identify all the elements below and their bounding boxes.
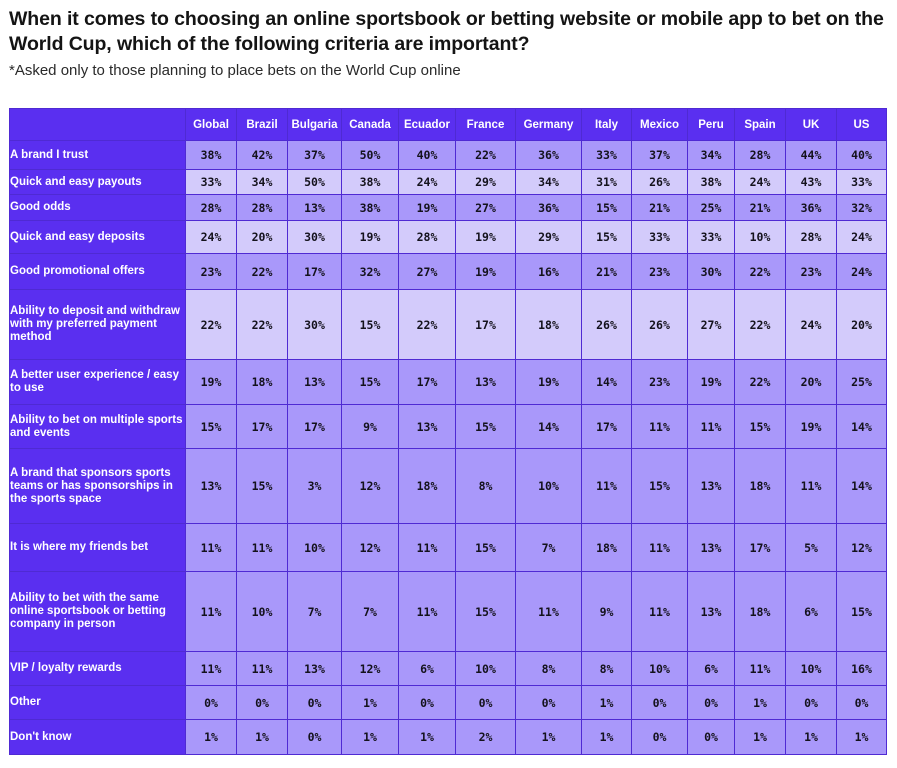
column-header: Canada [342, 109, 399, 141]
column-header: Global [186, 109, 237, 141]
value-cell: 8% [516, 652, 582, 686]
value-cell: 10% [786, 652, 837, 686]
value-cell: 38% [342, 195, 399, 221]
value-cell: 12% [342, 652, 399, 686]
table-row [10, 254, 887, 290]
value-cell: 27% [456, 195, 516, 221]
value-cell: 28% [237, 195, 288, 221]
value-cell: 27% [399, 254, 456, 290]
value-cell: 32% [342, 254, 399, 290]
value-cell: 15% [456, 524, 516, 572]
row-label: A brand I trust [10, 141, 186, 170]
value-cell: 28% [735, 141, 786, 170]
column-header: UK [786, 109, 837, 141]
value-cell: 2% [456, 720, 516, 755]
row-label: A brand that sponsors sports teams or has sponsorships in the sports space [10, 449, 186, 524]
value-cell: 34% [237, 170, 288, 195]
value-cell: 44% [786, 141, 837, 170]
value-cell: 13% [688, 449, 735, 524]
value-cell: 16% [516, 254, 582, 290]
column-header: France [456, 109, 516, 141]
value-cell: 20% [237, 221, 288, 254]
value-cell: 15% [342, 360, 399, 405]
value-cell: 25% [837, 360, 887, 405]
value-cell: 23% [632, 254, 688, 290]
value-cell: 33% [582, 141, 632, 170]
column-header: Italy [582, 109, 632, 141]
value-cell: 1% [582, 686, 632, 720]
value-cell: 6% [688, 652, 735, 686]
value-cell: 9% [342, 405, 399, 449]
value-cell: 15% [632, 449, 688, 524]
value-cell: 1% [342, 686, 399, 720]
table-row [10, 170, 887, 195]
row-label: Ability to deposit and withdraw with my preferred payment method [10, 290, 186, 360]
value-cell: 3% [288, 449, 342, 524]
column-header: Peru [688, 109, 735, 141]
value-cell: 30% [288, 221, 342, 254]
value-cell: 22% [735, 290, 786, 360]
row-label: Good odds [10, 195, 186, 221]
value-cell: 11% [582, 449, 632, 524]
column-header: US [837, 109, 887, 141]
value-cell: 0% [632, 720, 688, 755]
value-cell: 0% [786, 686, 837, 720]
value-cell: 19% [786, 405, 837, 449]
value-cell: 33% [837, 170, 887, 195]
value-cell: 22% [456, 141, 516, 170]
column-header: Ecuador [399, 109, 456, 141]
value-cell: 5% [786, 524, 837, 572]
value-cell: 17% [735, 524, 786, 572]
value-cell: 20% [786, 360, 837, 405]
value-cell: 22% [186, 290, 237, 360]
value-cell: 37% [632, 141, 688, 170]
value-cell: 28% [399, 221, 456, 254]
value-cell: 13% [186, 449, 237, 524]
value-cell: 0% [688, 720, 735, 755]
value-cell: 11% [399, 524, 456, 572]
table-header-row [10, 109, 887, 141]
value-cell: 15% [342, 290, 399, 360]
value-cell: 38% [688, 170, 735, 195]
row-label: Other [10, 686, 186, 720]
value-cell: 24% [786, 290, 837, 360]
chart-subtitle: *Asked only to those planning to place bets on the World Cup online [9, 62, 461, 79]
value-cell: 36% [516, 141, 582, 170]
value-cell: 0% [288, 720, 342, 755]
value-cell: 33% [688, 221, 735, 254]
value-cell: 24% [186, 221, 237, 254]
value-cell: 11% [237, 524, 288, 572]
row-label: Ability to bet with the same online sportsbook or betting company in person [10, 572, 186, 652]
value-cell: 26% [632, 170, 688, 195]
value-cell: 21% [582, 254, 632, 290]
value-cell: 19% [456, 254, 516, 290]
table-row [10, 195, 887, 221]
value-cell: 1% [837, 720, 887, 755]
value-cell: 30% [688, 254, 735, 290]
value-cell: 28% [786, 221, 837, 254]
value-cell: 1% [735, 720, 786, 755]
value-cell: 23% [632, 360, 688, 405]
value-cell: 33% [632, 221, 688, 254]
row-label: Ability to bet on multiple sports and events [10, 405, 186, 449]
table-row [10, 360, 887, 405]
value-cell: 0% [837, 686, 887, 720]
value-cell: 8% [456, 449, 516, 524]
value-cell: 10% [456, 652, 516, 686]
column-header: Germany [516, 109, 582, 141]
table-row [10, 449, 887, 524]
value-cell: 0% [516, 686, 582, 720]
value-cell: 11% [516, 572, 582, 652]
value-cell: 12% [837, 524, 887, 572]
value-cell: 13% [288, 652, 342, 686]
value-cell: 50% [342, 141, 399, 170]
value-cell: 1% [342, 720, 399, 755]
value-cell: 17% [456, 290, 516, 360]
value-cell: 7% [288, 572, 342, 652]
value-cell: 7% [516, 524, 582, 572]
value-cell: 15% [582, 195, 632, 221]
value-cell: 10% [516, 449, 582, 524]
value-cell: 0% [186, 686, 237, 720]
value-cell: 19% [688, 360, 735, 405]
value-cell: 8% [582, 652, 632, 686]
value-cell: 14% [837, 405, 887, 449]
value-cell: 11% [186, 524, 237, 572]
value-cell: 19% [456, 221, 516, 254]
value-cell: 11% [237, 652, 288, 686]
value-cell: 15% [456, 572, 516, 652]
value-cell: 15% [735, 405, 786, 449]
value-cell: 18% [735, 572, 786, 652]
value-cell: 26% [632, 290, 688, 360]
value-cell: 1% [735, 686, 786, 720]
value-cell: 38% [342, 170, 399, 195]
value-cell: 11% [632, 572, 688, 652]
value-cell: 18% [735, 449, 786, 524]
table-row [10, 686, 887, 720]
value-cell: 43% [786, 170, 837, 195]
value-cell: 15% [582, 221, 632, 254]
table-row [10, 141, 887, 170]
table-row [10, 221, 887, 254]
value-cell: 19% [342, 221, 399, 254]
value-cell: 13% [288, 360, 342, 405]
table-row [10, 290, 887, 360]
value-cell: 24% [837, 221, 887, 254]
value-cell: 34% [516, 170, 582, 195]
value-cell: 15% [837, 572, 887, 652]
value-cell: 17% [288, 254, 342, 290]
value-cell: 21% [735, 195, 786, 221]
table-row [10, 405, 887, 449]
value-cell: 17% [288, 405, 342, 449]
column-header: Bulgaria [288, 109, 342, 141]
value-cell: 18% [237, 360, 288, 405]
value-cell: 18% [516, 290, 582, 360]
value-cell: 19% [186, 360, 237, 405]
value-cell: 31% [582, 170, 632, 195]
value-cell: 6% [399, 652, 456, 686]
value-cell: 23% [186, 254, 237, 290]
value-cell: 17% [582, 405, 632, 449]
value-cell: 0% [632, 686, 688, 720]
value-cell: 50% [288, 170, 342, 195]
value-cell: 15% [237, 449, 288, 524]
value-cell: 29% [456, 170, 516, 195]
value-cell: 26% [582, 290, 632, 360]
value-cell: 36% [786, 195, 837, 221]
row-label: Quick and easy payouts [10, 170, 186, 195]
value-cell: 27% [688, 290, 735, 360]
value-cell: 10% [632, 652, 688, 686]
value-cell: 42% [237, 141, 288, 170]
row-label: Don't know [10, 720, 186, 755]
value-cell: 10% [735, 221, 786, 254]
value-cell: 11% [186, 572, 237, 652]
table-row [10, 572, 887, 652]
value-cell: 32% [837, 195, 887, 221]
value-cell: 1% [582, 720, 632, 755]
value-cell: 24% [399, 170, 456, 195]
table-corner-cell [10, 109, 186, 141]
value-cell: 12% [342, 524, 399, 572]
value-cell: 25% [688, 195, 735, 221]
value-cell: 33% [186, 170, 237, 195]
value-cell: 0% [688, 686, 735, 720]
column-header: Brazil [237, 109, 288, 141]
value-cell: 14% [582, 360, 632, 405]
value-cell: 17% [399, 360, 456, 405]
column-header: Mexico [632, 109, 688, 141]
value-cell: 1% [786, 720, 837, 755]
value-cell: 1% [516, 720, 582, 755]
row-label: VIP / loyalty rewards [10, 652, 186, 686]
value-cell: 40% [399, 141, 456, 170]
value-cell: 30% [288, 290, 342, 360]
value-cell: 36% [516, 195, 582, 221]
table-row [10, 652, 887, 686]
value-cell: 12% [342, 449, 399, 524]
row-label: It is where my friends bet [10, 524, 186, 572]
value-cell: 24% [837, 254, 887, 290]
value-cell: 11% [786, 449, 837, 524]
value-cell: 9% [582, 572, 632, 652]
value-cell: 14% [516, 405, 582, 449]
value-cell: 16% [837, 652, 887, 686]
value-cell: 11% [399, 572, 456, 652]
value-cell: 14% [837, 449, 887, 524]
row-label: Quick and easy deposits [10, 221, 186, 254]
value-cell: 1% [237, 720, 288, 755]
value-cell: 0% [399, 686, 456, 720]
value-cell: 11% [186, 652, 237, 686]
value-cell: 22% [237, 254, 288, 290]
table-body [10, 141, 887, 755]
row-label: A better user experience / easy to use [10, 360, 186, 405]
value-cell: 19% [516, 360, 582, 405]
value-cell: 40% [837, 141, 887, 170]
table-row [10, 524, 887, 572]
row-label: Good promotional offers [10, 254, 186, 290]
value-cell: 7% [342, 572, 399, 652]
value-cell: 15% [186, 405, 237, 449]
value-cell: 0% [288, 686, 342, 720]
value-cell: 18% [399, 449, 456, 524]
value-cell: 22% [735, 254, 786, 290]
value-cell: 23% [786, 254, 837, 290]
value-cell: 17% [237, 405, 288, 449]
value-cell: 13% [456, 360, 516, 405]
criteria-table [9, 108, 887, 755]
value-cell: 13% [288, 195, 342, 221]
value-cell: 24% [735, 170, 786, 195]
value-cell: 22% [237, 290, 288, 360]
value-cell: 21% [632, 195, 688, 221]
value-cell: 22% [735, 360, 786, 405]
value-cell: 34% [688, 141, 735, 170]
value-cell: 10% [237, 572, 288, 652]
value-cell: 1% [399, 720, 456, 755]
table-row [10, 720, 887, 755]
value-cell: 29% [516, 221, 582, 254]
value-cell: 37% [288, 141, 342, 170]
column-header: Spain [735, 109, 786, 141]
value-cell: 11% [688, 405, 735, 449]
value-cell: 10% [288, 524, 342, 572]
value-cell: 15% [456, 405, 516, 449]
value-cell: 11% [632, 405, 688, 449]
value-cell: 20% [837, 290, 887, 360]
value-cell: 13% [688, 524, 735, 572]
value-cell: 11% [632, 524, 688, 572]
value-cell: 13% [399, 405, 456, 449]
value-cell: 28% [186, 195, 237, 221]
value-cell: 6% [786, 572, 837, 652]
value-cell: 0% [456, 686, 516, 720]
value-cell: 1% [186, 720, 237, 755]
value-cell: 13% [688, 572, 735, 652]
value-cell: 18% [582, 524, 632, 572]
value-cell: 11% [735, 652, 786, 686]
value-cell: 0% [237, 686, 288, 720]
chart-title: When it comes to choosing an online sportsbook or betting website or mobile app to bet on the World Cup, which of the following criteria are important? [9, 8, 884, 55]
value-cell: 38% [186, 141, 237, 170]
value-cell: 19% [399, 195, 456, 221]
value-cell: 22% [399, 290, 456, 360]
